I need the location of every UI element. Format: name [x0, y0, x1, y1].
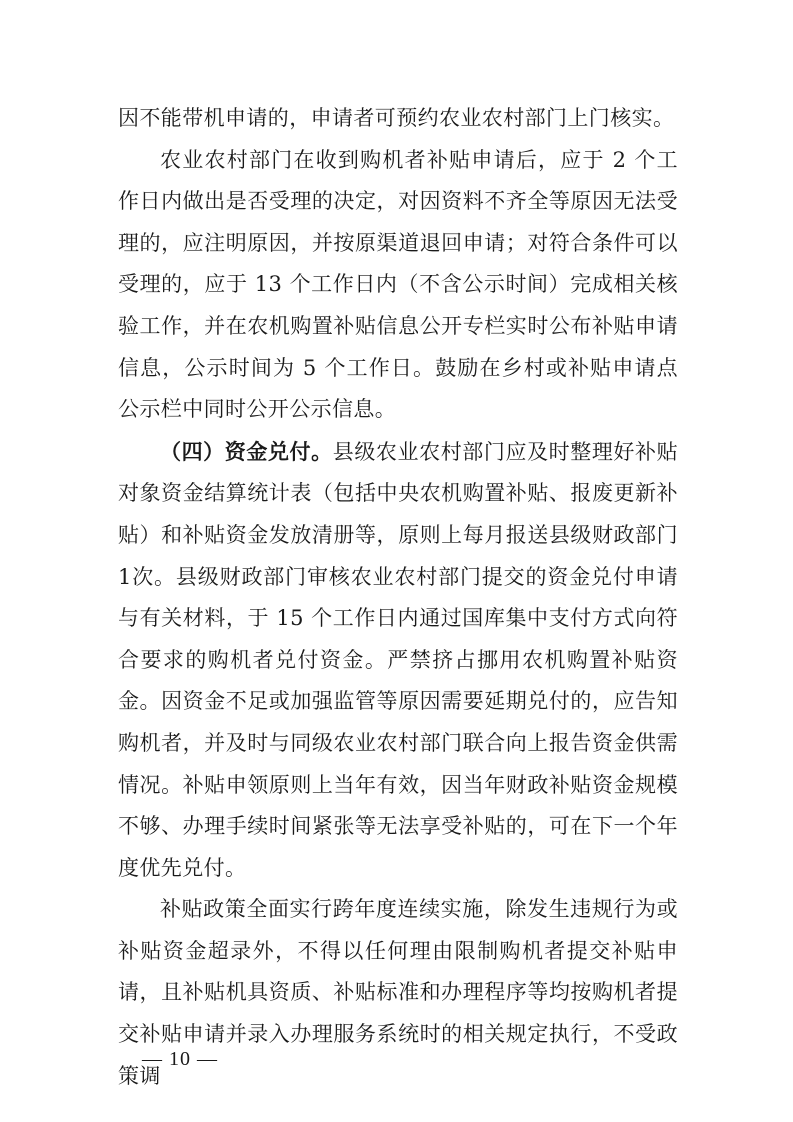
paragraph-4: 补贴政策全面实行跨年度连续实施，除发生违规行为或补贴资金超录外，不得以任何理由限制购机者提交补贴申请，且补贴机具资质、补贴标准和办理程序等均按购机者提交补贴申请并录入办理服务系统时的相关规定执行，不受政策调: [118, 897, 678, 1088]
page-number: — 10 —: [142, 1048, 218, 1070]
paragraph-3-body: 县级农业农村部门应及时整理好补贴对象资金结算统计表（包括中央农机购置补贴、报废更新补贴）和补贴资金发放清册等，原则上每月报送县级财政部门 1次。县级财政部门审核农业农村部门提交的资金兑付申请与有关材料，于 15 个工作日内通过国库集中支付方式向符合要求的购机者兑付资金。严禁挤占挪用农机购置补贴资金。因资金不足或加强监管等原因需要延期兑付的，应告知购机者，并及时与同级农业农村部门联合向上报告资金供需情况。补贴申领原则上当年有效，因当年财政补贴资金规模不够、办理手续时间紧张等无法享受补贴的，可在下一个年度优先兑付。: [118, 439, 678, 880]
section-heading-fund-payment: （四）资金兑付。: [160, 438, 333, 464]
paragraph-2: 农业农村部门在收到购机者补贴申请后，应于 2 个工作日内做出是否受理的决定，对因资料不齐全等原因无法受理的，应注明原因，并按原渠道退回申请；对符合条件可以受理的，应于 13 个工作日内（不含公示时间）完成相关核验工作，并在农机购置补贴信息公开专栏实时公布补贴申请信息，公示时间为 5 个工作日。鼓励在乡村或补贴申请点公示栏中同时公开公示信息。: [118, 147, 678, 422]
paragraph-3: [118, 431, 678, 890]
paragraph-1: 因不能带机申请的，申请者可预约农业农村部门上门核实。: [118, 106, 675, 130]
body-text: [118, 98, 678, 1097]
